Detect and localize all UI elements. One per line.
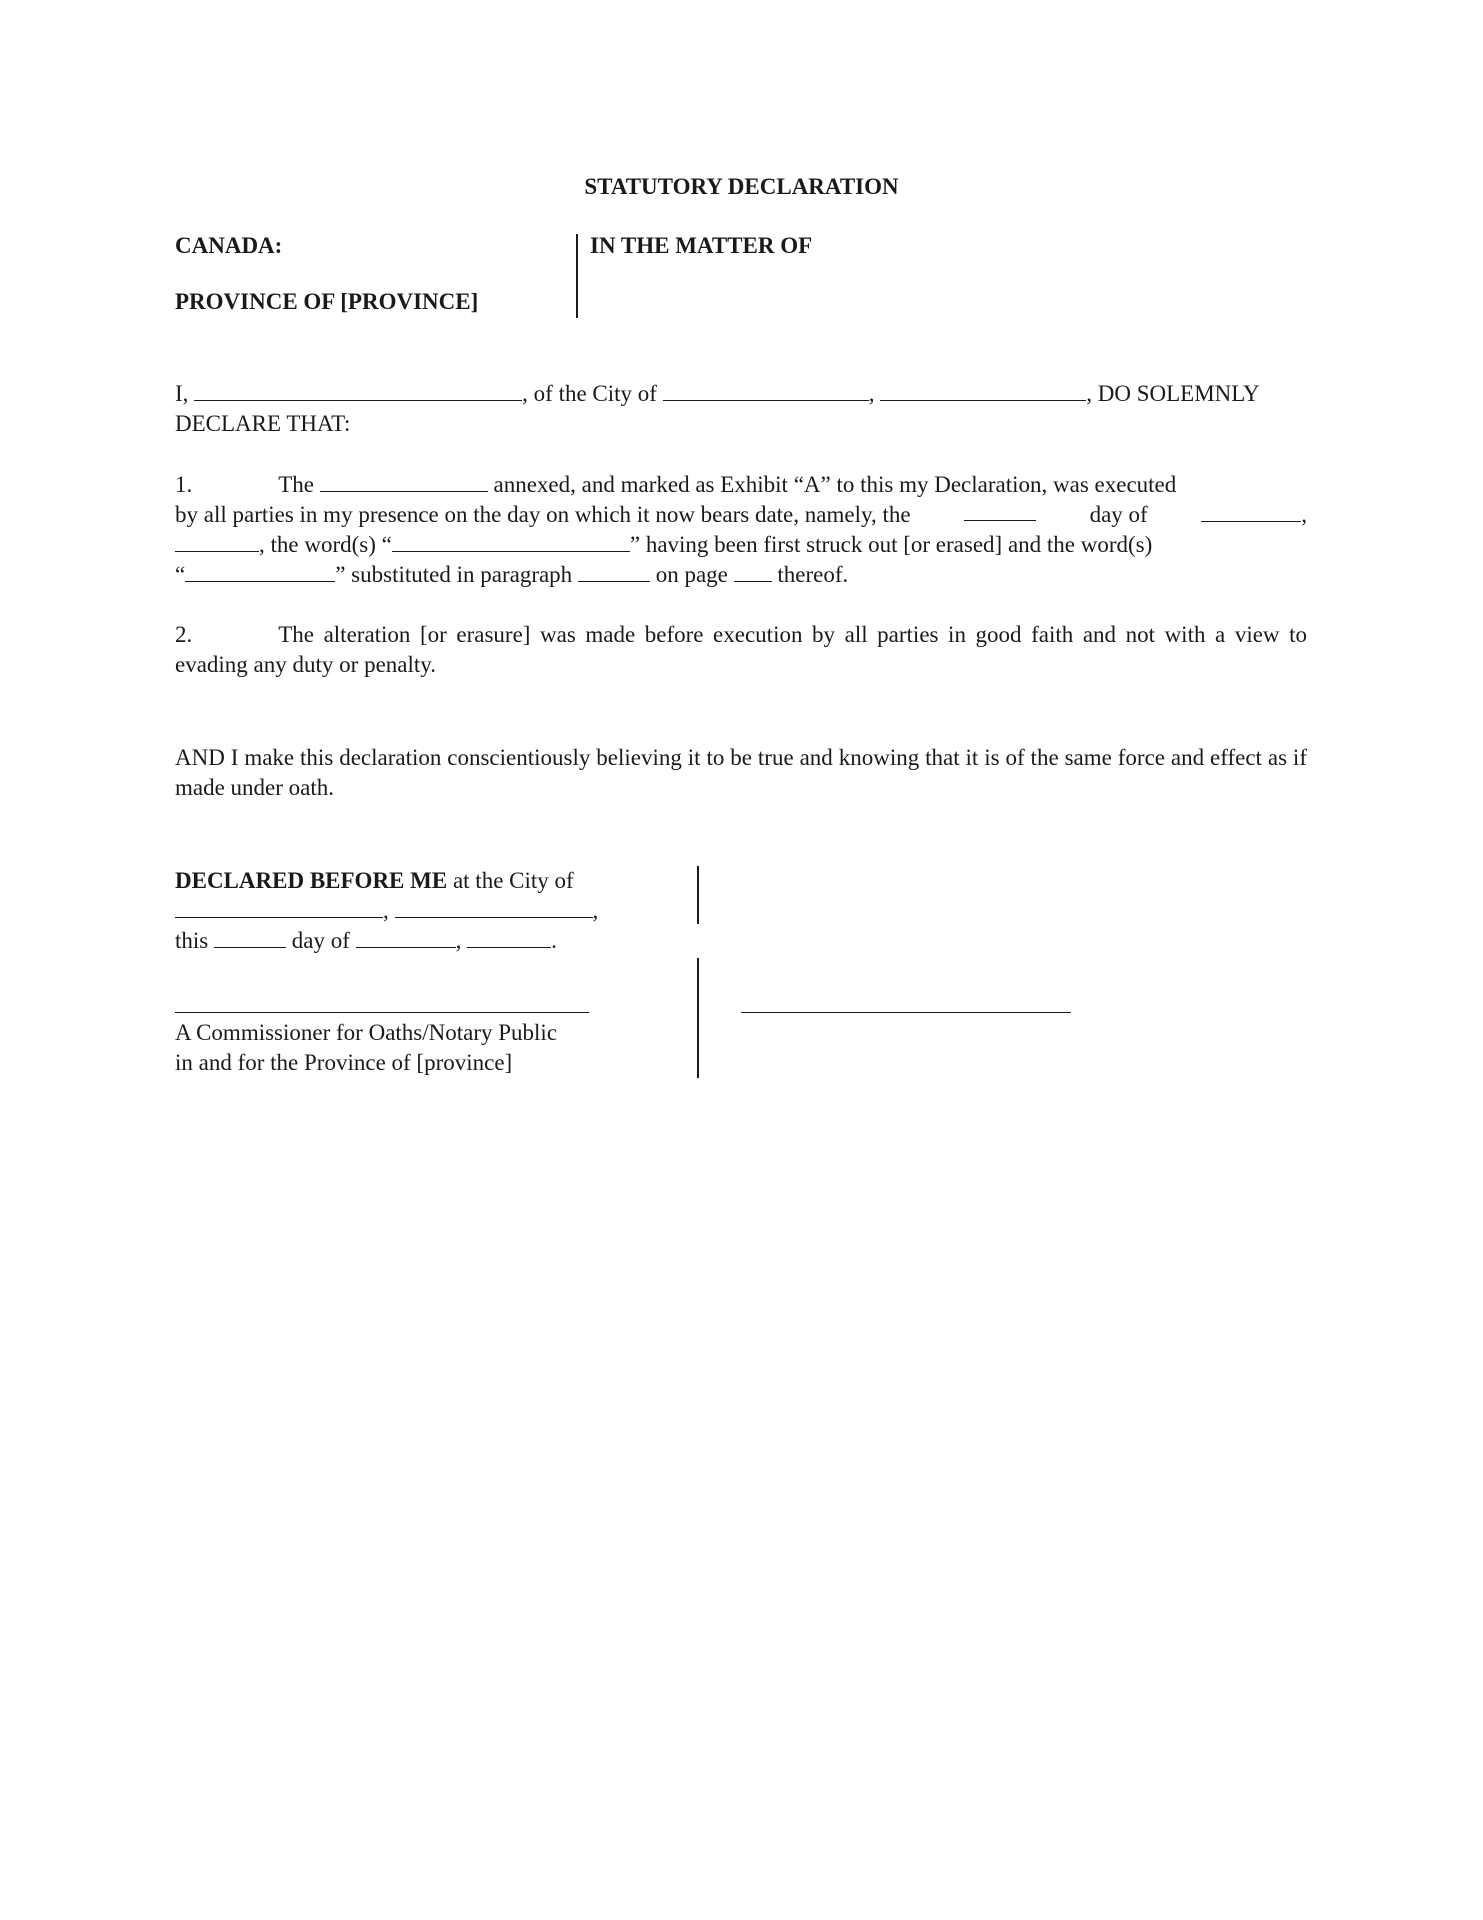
- header-in-the-matter: IN THE MATTER OF: [590, 233, 813, 258]
- para1-words-struck: , the word(s) “: [259, 532, 392, 557]
- signature-divider-bottom: [697, 958, 699, 1078]
- declared-year-field[interactable]: [467, 927, 551, 948]
- and-i-paragraph: AND I make this declaration conscientiously believing it to be true and knowing that it is of the same force and effect as if made under oath.: [175, 745, 1307, 800]
- province-field[interactable]: [880, 380, 1086, 401]
- declared-rest: at the City of: [447, 868, 574, 893]
- para1-thereof: thereof.: [777, 562, 849, 587]
- paragraph-1-line-2: [175, 500, 1307, 530]
- para1-comma: ,: [1301, 502, 1307, 527]
- intro-of-city: , of the City of: [522, 381, 657, 406]
- intro-comma: ,: [868, 381, 875, 406]
- declared-day-field[interactable]: [214, 927, 286, 948]
- declared-day-of: day of: [291, 928, 350, 953]
- day-field[interactable]: [964, 500, 1036, 521]
- para1-day-of: day of: [1089, 502, 1148, 527]
- document-title: STATUTORY DECLARATION: [584, 174, 899, 199]
- para2-number: 2.: [175, 622, 193, 647]
- para1-line2: by all parties in my presence on the day on which it now bears date, namely, the: [175, 502, 911, 527]
- document-type-field[interactable]: [320, 471, 488, 492]
- page-number-field[interactable]: [734, 561, 772, 582]
- para1-the: The: [278, 472, 315, 497]
- paragraph-number-field[interactable]: [578, 561, 650, 582]
- intro-i: I,: [175, 381, 189, 406]
- signature-divider-top: [697, 866, 699, 924]
- declared-city-line: [175, 896, 598, 926]
- commissioner-line-2: in and for the Province of [province]: [175, 1050, 513, 1075]
- para1-substituted: ” substituted in paragraph: [335, 562, 573, 587]
- declared-comma2: ,: [592, 898, 599, 923]
- declared-period: .: [551, 928, 557, 953]
- header-canada: CANADA:: [175, 233, 283, 258]
- paragraph-1-line-1: [175, 470, 1307, 500]
- para1-open-quote: “: [175, 562, 186, 587]
- intro-declare-that: DECLARE THAT:: [175, 411, 351, 436]
- declared-this: this: [175, 928, 209, 953]
- commissioner-signature-line[interactable]: [175, 1012, 589, 1013]
- year-field[interactable]: [175, 531, 259, 552]
- header-divider: [576, 234, 578, 318]
- declared-comma1: ,: [383, 898, 389, 923]
- city-field[interactable]: [663, 380, 869, 401]
- intro-line: [175, 379, 1260, 409]
- para1-having-been: ” having been first struck out [or erased] and the word(s): [629, 532, 1153, 557]
- declared-month-field[interactable]: [356, 927, 456, 948]
- declared-bold: DECLARED BEFORE ME: [175, 868, 448, 893]
- paragraph-1-line-4: [175, 560, 848, 590]
- para1-number: 1.: [175, 472, 193, 497]
- substituted-word-field[interactable]: [185, 561, 335, 582]
- paragraph-1-line-3: [175, 530, 1307, 560]
- commissioner-line-1: A Commissioner for Oaths/Notary Public: [175, 1020, 558, 1045]
- declarant-name-field[interactable]: [194, 380, 522, 401]
- declarant-signature-line[interactable]: [741, 1012, 1071, 1013]
- declared-city-field[interactable]: [175, 897, 383, 918]
- para1-on-page: on page: [655, 562, 728, 587]
- para2-text: The alteration [or erasure] was made before execution by all parties in good faith and not with a view to evading any duty or penalty.: [175, 622, 1307, 677]
- declared-before-me: [175, 866, 574, 896]
- month-field[interactable]: [1201, 501, 1301, 522]
- declared-province-field[interactable]: [395, 897, 593, 918]
- declared-date-line: [175, 926, 557, 956]
- paragraph-2: [175, 620, 1307, 680]
- para1-annexed: annexed, and marked as Exhibit “A” to this my Declaration, was executed: [493, 472, 1177, 497]
- intro-do-solemnly: , DO SOLEMNLY: [1086, 381, 1260, 406]
- declared-comma3: ,: [455, 928, 462, 953]
- struck-word-field[interactable]: [392, 531, 630, 552]
- header-province: PROVINCE OF [PROVINCE]: [175, 289, 479, 314]
